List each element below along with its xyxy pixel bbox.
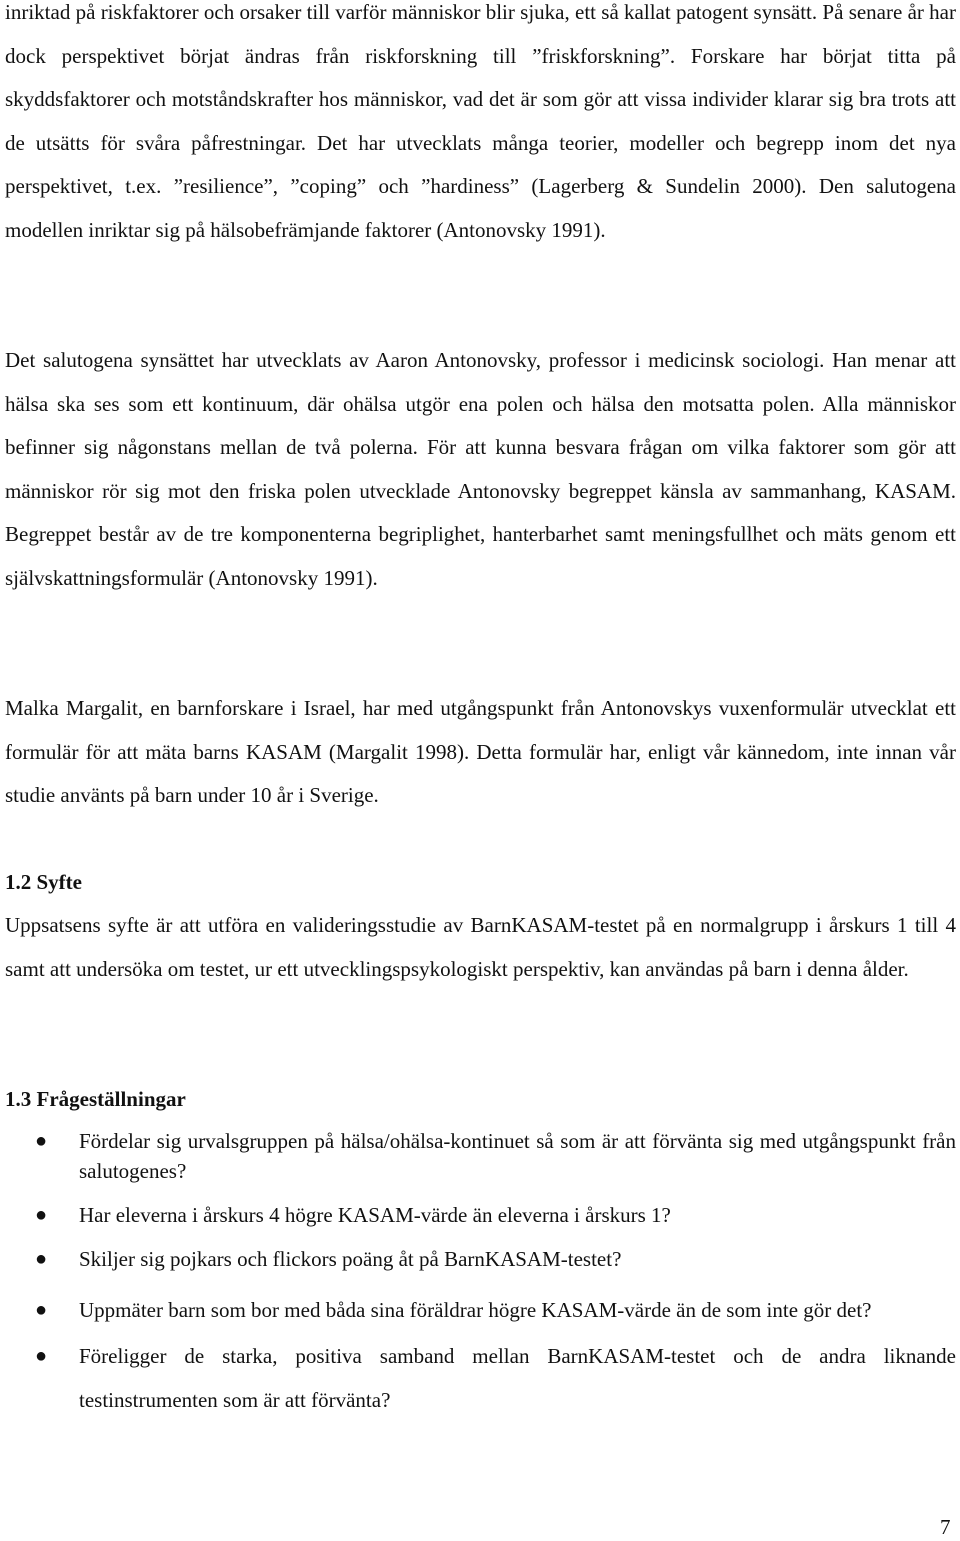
list-item [5,1334,956,1422]
list-item-text: Föreligger de starka, positiva samband mellan BarnKASAM-testet och de andra liknande testinstrumenten som är att förvänta? [79,1344,956,1412]
list-item-text: Uppmäter barn som bor med båda sina föräldrar högre KASAM-värde än de som inte gör det? [79,1298,872,1322]
section-heading-questions: 1.3 Frågeställningar [5,1087,186,1111]
paragraph-purpose: Uppsatsens syfte är att utföra en valideringsstudie av BarnKASAM-testet på en normalgrupp i årskurs 1 till 4 samt att undersöka om testet, ur ett utvecklingspsykologiskt perspektiv, kan användas på barn i denna ålder. [5,913,956,981]
list-item [5,1244,956,1274]
section-heading-syfte: 1.2 Syfte [5,870,82,894]
page-number: 7 [940,1515,951,1539]
bullet-icon: ● [35,1130,48,1152]
list-item-text: Fördelar sig urvalsgruppen på hälsa/ohälsa-kontinuet så som är att förvänta sig med utgångspunkt från salutogenes? [79,1129,956,1183]
research-questions-list [5,1126,956,1422]
list-item [5,1126,956,1186]
paragraph-risk-research: inriktad på riskfaktorer och orsaker till varför människor blir sjuka, ett så kallat patogent synsätt. På senare år har dock perspektivet börjat ändras från riskforskning till ”friskforskning”. Forskare har börjat titta på skyddsfaktorer och motståndskrafter hos människor, vad det är som gör att vissa individer klarar sig bra trots att de utsätts för svåra påfrestningar. Det har utvecklats många teorier, modeller och begrepp inom det nya perspektivet, t.ex. ”resilience”, ”coping” och ”hardiness” (Lagerberg & Sundelin 2000). Den salutogena modellen inriktar sig på hälsobefrämjande faktorer (Antonovsky 1991). [5,0,956,242]
bullet-icon: ● [35,1299,48,1321]
paragraph-salutogenic-view: Det salutogena synsättet har utvecklats av Aaron Antonovsky, professor i medicinsk sociologi. Han menar att hälsa ska ses som ett kontinuum, där ohälsa utgör ena polen och hälsa den motsatta polen. Alla människor befinner sig någonstans mellan de två polerna. För att kunna besvara frågan om vilka faktorer som gör att människor rör sig mot den friska polen utvecklade Antonovsky begreppet känsla av sammanhang, KASAM. Begreppet består av de tre komponenterna begriplighet, hanterbarhet samt meningsfullhet och mäts genom ett självskattningsformulär (Antonovsky 1991). [5,348,956,590]
bullet-icon: ● [35,1345,48,1367]
bullet-icon: ● [35,1248,48,1270]
paragraph-margalit: Malka Margalit, en barnforskare i Israel, har med utgångspunkt från Antonovskys vuxenformulär utvecklat ett formulär för att mäta barns KASAM (Margalit 1998). Detta formulär har, enligt vår kännedom, inte innan vår studie använts på barn under 10 år i Sverige. [5,696,956,807]
list-item-text: Skiljer sig pojkars och flickors poäng åt på BarnKASAM-testet? [79,1247,622,1271]
bullet-icon: ● [35,1204,48,1226]
list-item-text: Har eleverna i årskurs 4 högre KASAM-värde än eleverna i årskurs 1? [79,1203,671,1227]
list-item [5,1200,956,1230]
list-item [5,1288,956,1332]
